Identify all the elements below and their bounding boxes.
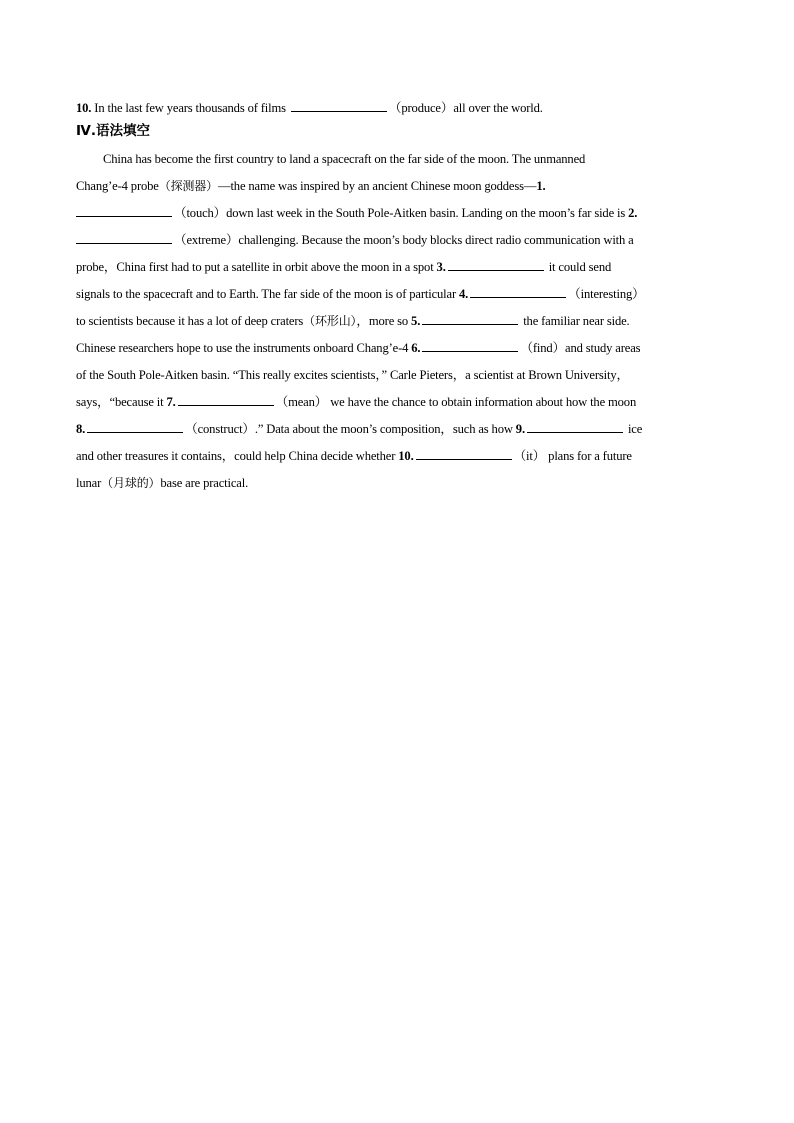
passage-text: Chinese researchers hope to use the instruments onboard Chang’e-4: [76, 341, 412, 355]
word-hint: （mean）: [275, 395, 328, 409]
passage-text: signals to the spacecraft and to Earth. The far side of the moon is of particular: [76, 287, 459, 301]
blank-number: 4.: [459, 287, 469, 301]
gloss: （月球的）: [101, 476, 161, 490]
passage-line: [76, 393, 726, 411]
passage-text: lunar: [76, 476, 102, 490]
passage-text: it could send: [545, 260, 612, 274]
question-number: 10.: [76, 101, 92, 115]
word-hint: （produce）: [388, 101, 454, 115]
section-title: Ⅳ.语法填空: [76, 123, 150, 139]
passage-text: challenging. Because the moon’s body blocks direct radio communication with a: [238, 233, 634, 247]
blank-number: 3.: [436, 260, 446, 274]
answer-blank[interactable]: [470, 285, 566, 298]
passage-text: and study areas: [565, 341, 641, 355]
passage-line: [103, 150, 753, 168]
answer-blank[interactable]: [422, 312, 518, 325]
passage-line: [76, 366, 726, 384]
passage-text: probe，China first had to put a satellite in orbit above the moon in a spot: [76, 260, 437, 274]
passage-line: [76, 339, 726, 357]
passage-text: China has become the first country to land a spacecraft on the far side of the moon. The unmanned: [103, 152, 586, 166]
passage-text: of the South Pole-Aitken basin. “This really excites scientists，” Carle Pieters，a scientist at Brown University，: [76, 368, 629, 382]
passage-line: [76, 177, 726, 195]
gloss: （探测器）: [158, 179, 218, 193]
blank-number: 10.: [398, 449, 414, 463]
word-hint: （find）: [520, 341, 566, 355]
passage-text: ice: [624, 422, 643, 436]
blank-number: 5.: [411, 314, 421, 328]
passage-line: [76, 231, 726, 249]
question-10-line: [76, 99, 726, 117]
passage-text: says，“because it: [76, 395, 167, 409]
passage-text: —the name was inspired by an ancient Chinese moon goddess—: [218, 179, 537, 193]
passage-line: [76, 312, 726, 330]
answer-blank[interactable]: [76, 231, 172, 244]
blank-number: 9.: [515, 422, 525, 436]
word-hint: （it）: [513, 449, 546, 463]
answer-blank[interactable]: [527, 420, 623, 433]
passage-text: and other treasures it contains，could help China decide whether: [76, 449, 399, 463]
word-hint: （interesting）: [568, 287, 645, 301]
blank-number: 6.: [411, 341, 421, 355]
blank-number: 8.: [76, 422, 86, 436]
question-text: In the last few years thousands of films: [91, 101, 289, 115]
passage-line: [76, 474, 726, 492]
answer-blank[interactable]: [448, 258, 544, 271]
passage-text: Chang’e-4 probe: [76, 179, 159, 193]
gloss: （环形山）: [303, 314, 357, 328]
blank-number: 1.: [536, 179, 546, 193]
blank-number: 7.: [166, 395, 176, 409]
passage-line: [76, 258, 726, 276]
answer-blank[interactable]: [291, 99, 387, 112]
answer-blank[interactable]: [87, 420, 183, 433]
word-hint: （extreme）: [174, 233, 239, 247]
passage-line: [76, 204, 726, 222]
passage-line: [76, 447, 726, 465]
answer-blank[interactable]: [416, 447, 512, 460]
passage-line: [76, 420, 726, 438]
passage-text: we have the chance to obtain information about how the moon: [327, 395, 637, 409]
passage-text: .” Data about the moon’s composition，such as how: [254, 422, 516, 436]
passage-line: [76, 285, 726, 303]
word-hint: （touch）: [174, 206, 227, 220]
answer-blank[interactable]: [76, 204, 172, 217]
passage-text: base are practical.: [160, 476, 249, 490]
passage-text: the familiar near side.: [520, 314, 630, 328]
passage-text: ，more so: [356, 314, 412, 328]
passage-text: to scientists because it has a lot of deep craters: [76, 314, 304, 328]
answer-blank[interactable]: [178, 393, 274, 406]
blank-number: 2.: [628, 206, 638, 220]
question-text: all over the world.: [453, 101, 543, 115]
word-hint: （construct）: [185, 422, 255, 436]
passage-text: plans for a future: [545, 449, 632, 463]
passage-text: down last week in the South Pole-Aitken basin. Landing on the moon’s far side is: [226, 206, 629, 220]
answer-blank[interactable]: [422, 339, 518, 352]
